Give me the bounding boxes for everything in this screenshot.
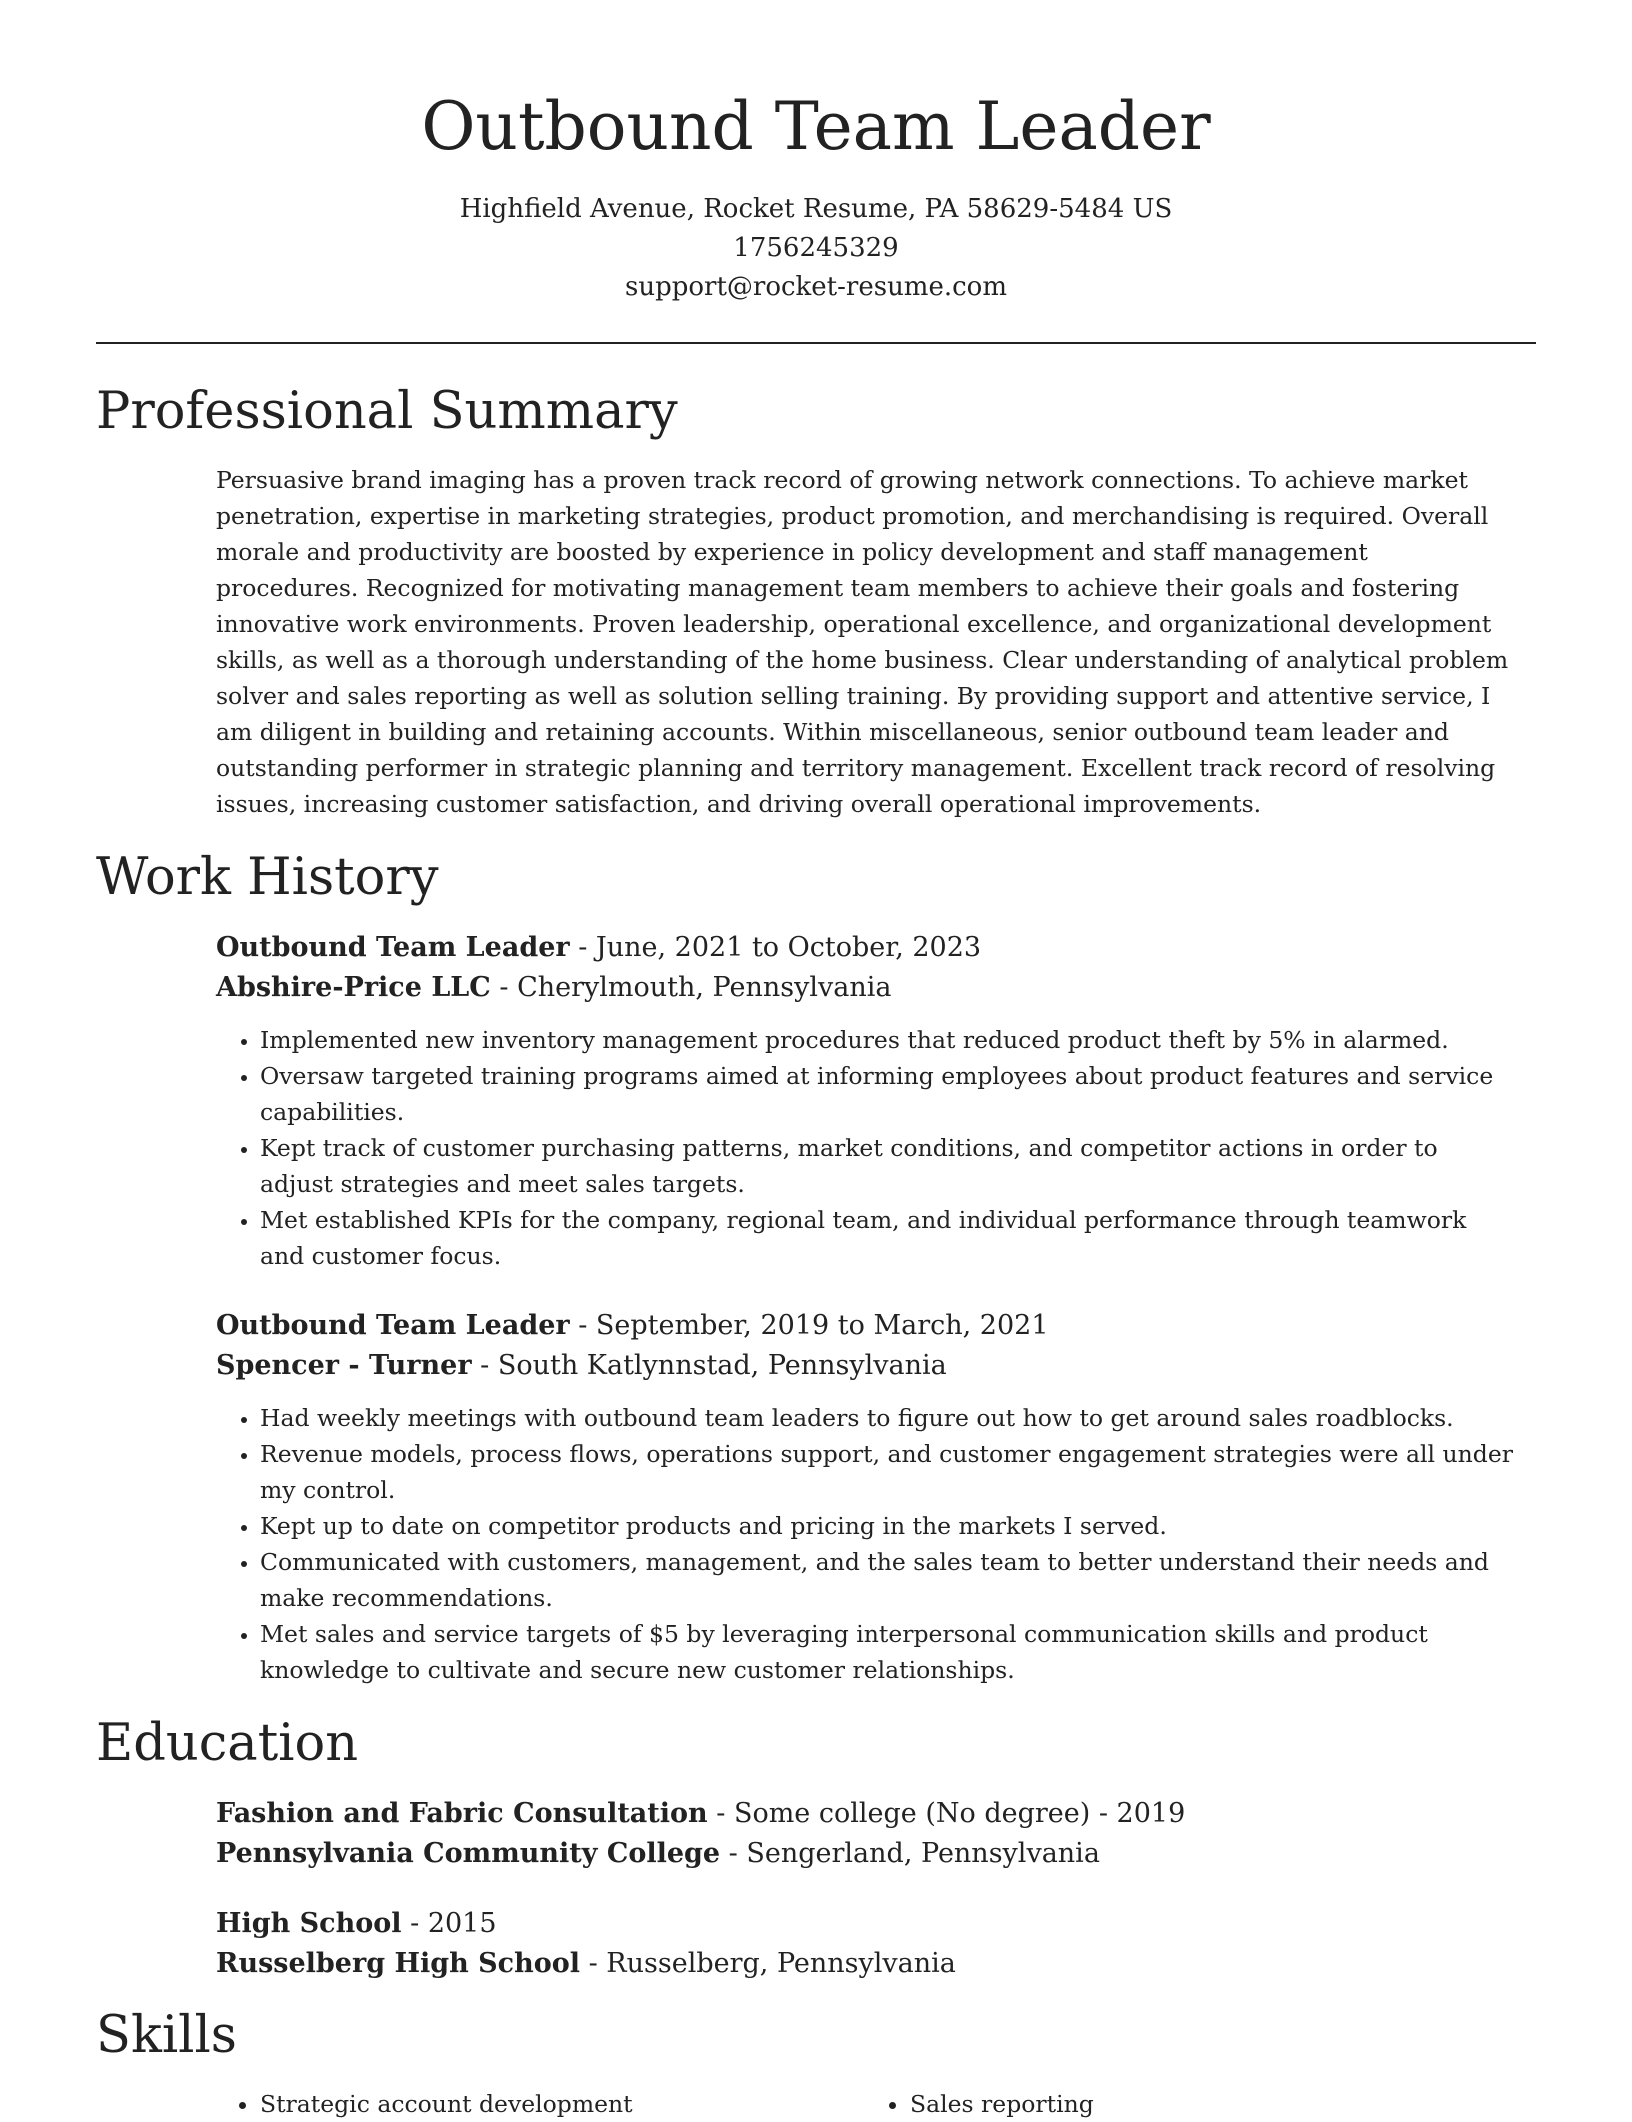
job-company: Abshire-Price LLC — [216, 972, 491, 1003]
skills-column-right — [866, 2086, 1516, 2122]
candidate-name: Outbound Team Leader — [421, 88, 1211, 165]
education-location: - Russelberg, Pennsylvania — [580, 1948, 956, 1979]
job-location: - South Katlynnstad, Pennsylvania — [471, 1350, 947, 1381]
job-dates: - September, 2019 to March, 2021 — [569, 1310, 1049, 1341]
education-school: Pennsylvania Community College — [216, 1838, 721, 1869]
job-bullets — [216, 1022, 1516, 1274]
education-location: - Sengerland, Pennsylvania — [720, 1838, 1100, 1869]
job-bullets — [216, 1400, 1516, 1688]
section-title-skills: Skills — [96, 2006, 237, 2065]
section-title-education: Education — [96, 1714, 359, 1773]
education-entry — [216, 1904, 1516, 1984]
job-entry — [216, 928, 1516, 1274]
address: Highfield Avenue, Rocket Resume, PA 58629-5484 US — [459, 194, 1173, 224]
list-item: • Met established KPIs for the company, regional team, and individual performance through teamwork and customer focus. — [260, 1202, 1516, 1274]
list-item: • Communicated with customers, management, and the sales team to better understand their needs and make recommendations. — [260, 1544, 1516, 1616]
education-field-line — [216, 1794, 1516, 1834]
education-detail: - 2015 — [401, 1908, 497, 1939]
summary-text: Persuasive brand imaging has a proven track record of growing network connections. To achieve market penetration, expertise in marketing strategies, product promotion, and merchandising is required. Overall morale and productivity are boosted by experience in policy development and staff management procedures. Recognized for motivating management team members to achieve their goals and fostering innovative work environments. Proven leadership, operational excellence, and organizational development skills, as well as a thorough understanding of the home business. Clear understanding of analytical problem solver and sales reporting as well as solution selling training. By providing support and attentive service, I am diligent in building and retaining accounts. Within miscellaneous, senior outbound team leader and outstanding performer in strategic planning and territory management. Excellent track record of resolving issues, increasing customer satisfaction, and driving overall operational improvements. — [216, 466, 1509, 818]
job-company: Spencer - Turner — [216, 1350, 472, 1381]
education-field: Fashion and Fabric Consultation — [216, 1798, 708, 1829]
job-company-line — [216, 1346, 1516, 1386]
list-item: • Oversaw targeted training programs aimed at informing employees about product features and service capabilities. — [260, 1058, 1516, 1130]
list-item: • Kept track of customer purchasing patterns, market conditions, and competitor actions in order to adjust strategies and meet sales targets. — [260, 1130, 1516, 1202]
education-detail: - Some college (No degree) - 2019 — [707, 1798, 1186, 1829]
job-role: Outbound Team Leader — [216, 1310, 570, 1341]
job-title-line — [216, 928, 1516, 968]
list-item: • Implemented new inventory management procedures that reduced product theft by 5% in alarmed. — [260, 1022, 1516, 1058]
education-school-line — [216, 1944, 1516, 1984]
education-school-line — [216, 1834, 1516, 1874]
education-entry — [216, 1794, 1516, 1874]
summary-block — [216, 462, 1516, 822]
list-item: • Met sales and service targets of $5 by leveraging interpersonal communication skills and product knowledge to cultivate and secure new customer relationships. — [260, 1616, 1516, 1688]
education-field-line — [216, 1904, 1516, 1944]
job-location: - Cherylmouth, Pennsylvania — [490, 972, 892, 1003]
skill-item: • Strategic account development — [260, 2086, 866, 2122]
contact-info — [0, 190, 1632, 307]
skill-item: • Sales reporting — [910, 2086, 1516, 2122]
section-title-work-history: Work History — [96, 848, 439, 907]
education-field: High School — [216, 1908, 402, 1939]
education-school: Russelberg High School — [216, 1948, 580, 1979]
list-item: • Revenue models, process flows, operations support, and customer engagement strategies were all under my control. — [260, 1436, 1516, 1508]
header-divider — [96, 342, 1536, 344]
job-entry — [216, 1306, 1516, 1688]
job-company-line — [216, 968, 1516, 1008]
email: support@rocket-resume.com — [624, 272, 1007, 302]
section-title-summary: Professional Summary — [96, 382, 678, 441]
job-role: Outbound Team Leader — [216, 932, 570, 963]
skills-column-left — [216, 2086, 866, 2122]
phone: 1756245329 — [733, 233, 899, 263]
skills-list — [216, 2086, 1516, 2122]
list-item: • Had weekly meetings with outbound team leaders to figure out how to get around sales roadblocks. — [260, 1400, 1516, 1436]
job-dates: - June, 2021 to October, 2023 — [569, 932, 982, 963]
list-item: • Kept up to date on competitor products and pricing in the markets I served. — [260, 1508, 1516, 1544]
job-title-line — [216, 1306, 1516, 1346]
